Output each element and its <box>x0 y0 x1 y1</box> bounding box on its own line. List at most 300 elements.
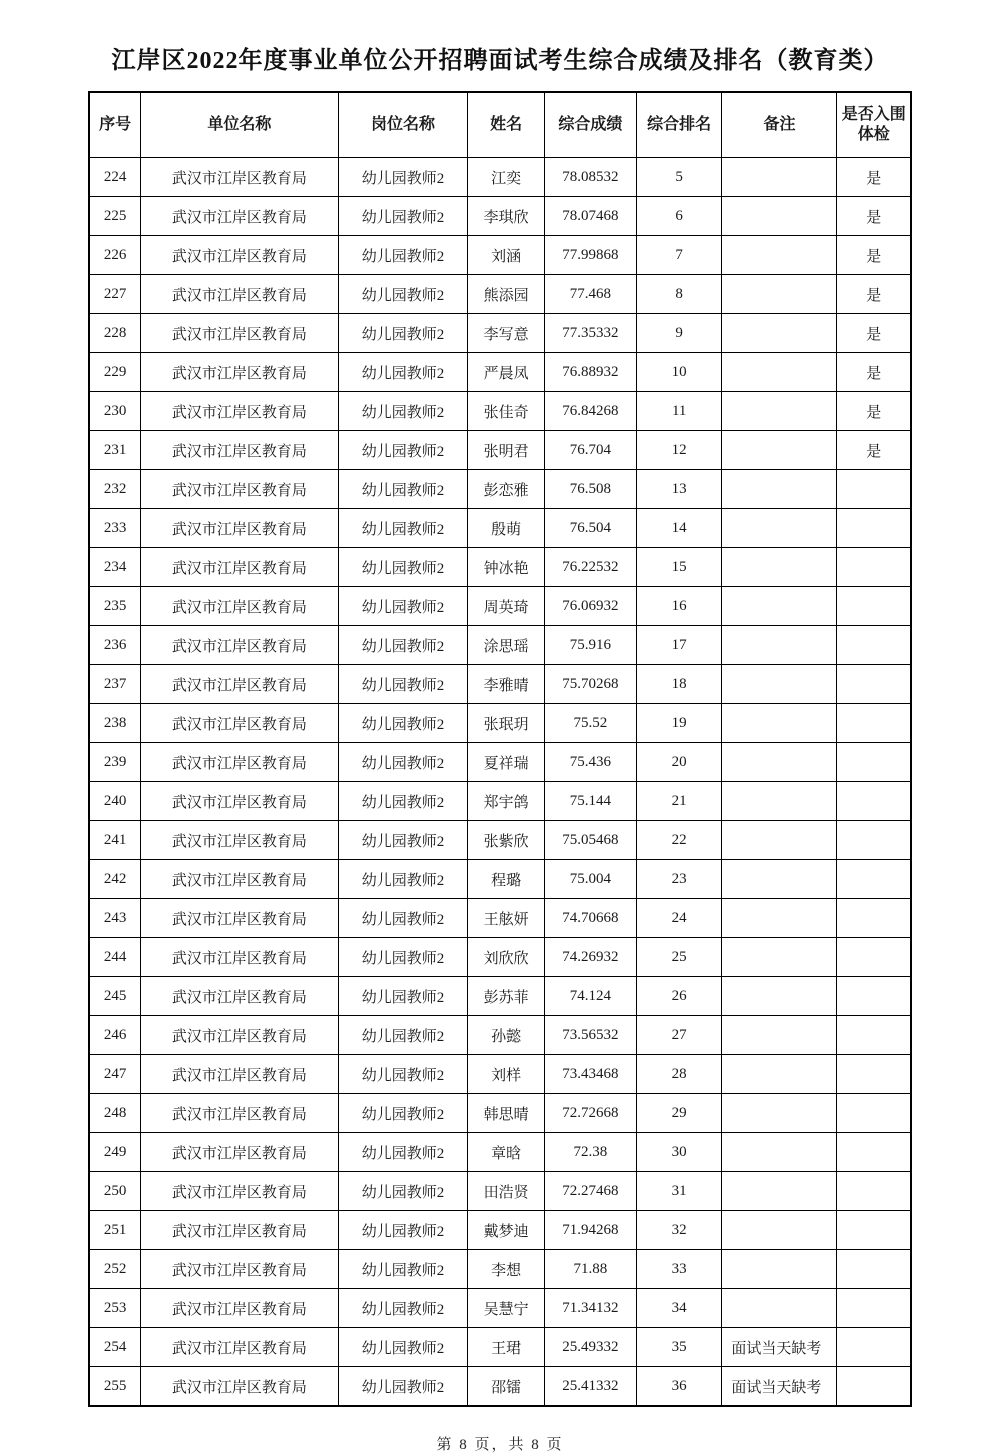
cell-rank: 7 <box>636 236 721 275</box>
cell-remark <box>722 1289 837 1328</box>
table-row <box>89 977 911 1016</box>
cell-remark <box>722 938 837 977</box>
cell-shortlisted <box>837 587 911 626</box>
cell-shortlisted <box>837 782 911 821</box>
cell-position: 幼儿园教师2 <box>338 1172 468 1211</box>
cell-rank: 18 <box>636 665 721 704</box>
cell-rank: 24 <box>636 899 721 938</box>
cell-rank: 5 <box>636 158 721 197</box>
cell-score: 76.06932 <box>544 587 636 626</box>
cell-no: 245 <box>89 977 141 1016</box>
table-row <box>89 158 911 197</box>
cell-name: 邵镭 <box>468 1367 544 1407</box>
cell-no: 255 <box>89 1367 141 1407</box>
table-row <box>89 314 911 353</box>
cell-position: 幼儿园教师2 <box>338 236 468 275</box>
cell-remark <box>722 548 837 587</box>
cell-unit: 武汉市江岸区教育局 <box>141 782 338 821</box>
cell-no: 235 <box>89 587 141 626</box>
cell-position: 幼儿园教师2 <box>338 353 468 392</box>
cell-shortlisted <box>837 1133 911 1172</box>
cell-score: 78.08532 <box>544 158 636 197</box>
cell-unit: 武汉市江岸区教育局 <box>141 1016 338 1055</box>
cell-score: 71.94268 <box>544 1211 636 1250</box>
cell-score: 75.05468 <box>544 821 636 860</box>
cell-rank: 30 <box>636 1133 721 1172</box>
cell-no: 242 <box>89 860 141 899</box>
cell-no: 248 <box>89 1094 141 1133</box>
cell-score: 74.70668 <box>544 899 636 938</box>
table-row <box>89 899 911 938</box>
cell-rank: 22 <box>636 821 721 860</box>
cell-rank: 16 <box>636 587 721 626</box>
cell-score: 25.41332 <box>544 1367 636 1407</box>
cell-position: 幼儿园教师2 <box>338 431 468 470</box>
table-body <box>89 158 911 1407</box>
cell-unit: 武汉市江岸区教育局 <box>141 743 338 782</box>
cell-unit: 武汉市江岸区教育局 <box>141 587 338 626</box>
cell-score: 72.27468 <box>544 1172 636 1211</box>
cell-score: 75.144 <box>544 782 636 821</box>
cell-position: 幼儿园教师2 <box>338 1328 468 1367</box>
cell-unit: 武汉市江岸区教育局 <box>141 431 338 470</box>
table-row <box>89 665 911 704</box>
table-row <box>89 704 911 743</box>
cell-no: 233 <box>89 509 141 548</box>
header-row <box>89 92 911 158</box>
table-row <box>89 1367 911 1407</box>
cell-position: 幼儿园教师2 <box>338 275 468 314</box>
table-row <box>89 782 911 821</box>
cell-unit: 武汉市江岸区教育局 <box>141 977 338 1016</box>
header-no: 序号 <box>89 92 141 158</box>
cell-remark <box>722 977 837 1016</box>
cell-shortlisted <box>837 860 911 899</box>
cell-remark <box>722 782 837 821</box>
cell-no: 241 <box>89 821 141 860</box>
cell-rank: 32 <box>636 1211 721 1250</box>
table-row <box>89 509 911 548</box>
table-row <box>89 353 911 392</box>
cell-score: 75.004 <box>544 860 636 899</box>
cell-rank: 36 <box>636 1367 721 1407</box>
cell-score: 75.70268 <box>544 665 636 704</box>
cell-name: 江奕 <box>468 158 544 197</box>
score-table <box>88 91 912 1407</box>
cell-remark <box>722 1055 837 1094</box>
table-row <box>89 1055 911 1094</box>
cell-remark <box>722 860 837 899</box>
cell-unit: 武汉市江岸区教育局 <box>141 275 338 314</box>
table-row <box>89 1172 911 1211</box>
cell-unit: 武汉市江岸区教育局 <box>141 1133 338 1172</box>
cell-rank: 34 <box>636 1289 721 1328</box>
cell-remark <box>722 1250 837 1289</box>
cell-position: 幼儿园教师2 <box>338 587 468 626</box>
cell-score: 75.916 <box>544 626 636 665</box>
cell-no: 243 <box>89 899 141 938</box>
cell-rank: 14 <box>636 509 721 548</box>
cell-score: 73.43468 <box>544 1055 636 1094</box>
cell-score: 76.22532 <box>544 548 636 587</box>
cell-name: 孙懿 <box>468 1016 544 1055</box>
cell-score: 78.07468 <box>544 197 636 236</box>
cell-score: 75.52 <box>544 704 636 743</box>
cell-rank: 29 <box>636 1094 721 1133</box>
table-row <box>89 236 911 275</box>
cell-position: 幼儿园教师2 <box>338 392 468 431</box>
cell-unit: 武汉市江岸区教育局 <box>141 1367 338 1407</box>
cell-shortlisted <box>837 1289 911 1328</box>
cell-rank: 9 <box>636 314 721 353</box>
cell-score: 77.99868 <box>544 236 636 275</box>
cell-unit: 武汉市江岸区教育局 <box>141 197 338 236</box>
header-score: 综合成绩 <box>544 92 636 158</box>
cell-shortlisted <box>837 548 911 587</box>
cell-no: 250 <box>89 1172 141 1211</box>
cell-remark: 面试当天缺考 <box>722 1328 837 1367</box>
cell-shortlisted <box>837 1367 911 1407</box>
cell-shortlisted <box>837 1094 911 1133</box>
cell-no: 246 <box>89 1016 141 1055</box>
cell-score: 76.704 <box>544 431 636 470</box>
cell-name: 李琪欣 <box>468 197 544 236</box>
cell-no: 237 <box>89 665 141 704</box>
cell-no: 244 <box>89 938 141 977</box>
cell-score: 76.508 <box>544 470 636 509</box>
cell-shortlisted: 是 <box>837 431 911 470</box>
cell-position: 幼儿园教师2 <box>338 665 468 704</box>
cell-no: 247 <box>89 1055 141 1094</box>
cell-unit: 武汉市江岸区教育局 <box>141 860 338 899</box>
cell-no: 226 <box>89 236 141 275</box>
cell-rank: 13 <box>636 470 721 509</box>
cell-position: 幼儿园教师2 <box>338 1016 468 1055</box>
table-row <box>89 1094 911 1133</box>
cell-no: 239 <box>89 743 141 782</box>
header-name: 姓名 <box>468 92 544 158</box>
cell-rank: 10 <box>636 353 721 392</box>
header-position: 岗位名称 <box>338 92 468 158</box>
table-row <box>89 1211 911 1250</box>
cell-unit: 武汉市江岸区教育局 <box>141 1328 338 1367</box>
cell-no: 252 <box>89 1250 141 1289</box>
table-row <box>89 1289 911 1328</box>
cell-shortlisted: 是 <box>837 236 911 275</box>
cell-name: 王珺 <box>468 1328 544 1367</box>
cell-remark <box>722 1016 837 1055</box>
cell-remark: 面试当天缺考 <box>722 1367 837 1407</box>
cell-position: 幼儿园教师2 <box>338 860 468 899</box>
cell-shortlisted: 是 <box>837 158 911 197</box>
cell-remark <box>722 821 837 860</box>
cell-name: 刘涵 <box>468 236 544 275</box>
table-row <box>89 1250 911 1289</box>
cell-score: 77.35332 <box>544 314 636 353</box>
table-row <box>89 743 911 782</box>
cell-score: 77.468 <box>544 275 636 314</box>
cell-name: 郑宇鸽 <box>468 782 544 821</box>
table-row <box>89 587 911 626</box>
cell-shortlisted: 是 <box>837 314 911 353</box>
table-row <box>89 431 911 470</box>
cell-position: 幼儿园教师2 <box>338 704 468 743</box>
cell-remark <box>722 1133 837 1172</box>
table-header <box>89 92 911 158</box>
cell-no: 227 <box>89 275 141 314</box>
cell-unit: 武汉市江岸区教育局 <box>141 158 338 197</box>
cell-no: 234 <box>89 548 141 587</box>
cell-name: 刘欣欣 <box>468 938 544 977</box>
cell-shortlisted <box>837 1328 911 1367</box>
cell-name: 周英琦 <box>468 587 544 626</box>
cell-position: 幼儿园教师2 <box>338 314 468 353</box>
cell-name: 章晗 <box>468 1133 544 1172</box>
table-row <box>89 860 911 899</box>
cell-name: 刘样 <box>468 1055 544 1094</box>
cell-position: 幼儿园教师2 <box>338 1289 468 1328</box>
cell-rank: 8 <box>636 275 721 314</box>
cell-score: 74.124 <box>544 977 636 1016</box>
cell-unit: 武汉市江岸区教育局 <box>141 665 338 704</box>
cell-position: 幼儿园教师2 <box>338 1367 468 1407</box>
cell-no: 230 <box>89 392 141 431</box>
cell-name: 田浩贤 <box>468 1172 544 1211</box>
cell-score: 71.88 <box>544 1250 636 1289</box>
cell-unit: 武汉市江岸区教育局 <box>141 1289 338 1328</box>
cell-rank: 35 <box>636 1328 721 1367</box>
cell-shortlisted <box>837 1016 911 1055</box>
cell-shortlisted: 是 <box>837 353 911 392</box>
cell-remark <box>722 1211 837 1250</box>
table-row <box>89 821 911 860</box>
cell-shortlisted: 是 <box>837 275 911 314</box>
cell-no: 225 <box>89 197 141 236</box>
cell-score: 74.26932 <box>544 938 636 977</box>
cell-remark <box>722 314 837 353</box>
cell-score: 25.49332 <box>544 1328 636 1367</box>
cell-rank: 28 <box>636 1055 721 1094</box>
cell-no: 228 <box>89 314 141 353</box>
cell-name: 殷萌 <box>468 509 544 548</box>
cell-no: 253 <box>89 1289 141 1328</box>
cell-name: 韩思晴 <box>468 1094 544 1133</box>
cell-rank: 12 <box>636 431 721 470</box>
cell-name: 李雅晴 <box>468 665 544 704</box>
cell-rank: 21 <box>636 782 721 821</box>
cell-score: 76.504 <box>544 509 636 548</box>
header-rank: 综合排名 <box>636 92 721 158</box>
cell-position: 幼儿园教师2 <box>338 1094 468 1133</box>
cell-no: 254 <box>89 1328 141 1367</box>
cell-score: 72.38 <box>544 1133 636 1172</box>
cell-unit: 武汉市江岸区教育局 <box>141 626 338 665</box>
table-row <box>89 470 911 509</box>
cell-unit: 武汉市江岸区教育局 <box>141 548 338 587</box>
cell-name: 夏祥瑞 <box>468 743 544 782</box>
table-row <box>89 275 911 314</box>
cell-rank: 19 <box>636 704 721 743</box>
cell-unit: 武汉市江岸区教育局 <box>141 938 338 977</box>
cell-score: 75.436 <box>544 743 636 782</box>
cell-position: 幼儿园教师2 <box>338 1133 468 1172</box>
cell-rank: 20 <box>636 743 721 782</box>
header-shortlisted: 是否入围体检 <box>837 92 911 158</box>
cell-shortlisted <box>837 938 911 977</box>
cell-score: 76.88932 <box>544 353 636 392</box>
cell-remark <box>722 158 837 197</box>
cell-position: 幼儿园教师2 <box>338 1211 468 1250</box>
cell-shortlisted <box>837 1172 911 1211</box>
cell-no: 238 <box>89 704 141 743</box>
cell-shortlisted <box>837 977 911 1016</box>
cell-shortlisted <box>837 1250 911 1289</box>
cell-no: 249 <box>89 1133 141 1172</box>
cell-remark <box>722 587 837 626</box>
page-title: 江岸区2022年度事业单位公开招聘面试考生综合成绩及排名（教育类） <box>111 48 889 74</box>
cell-unit: 武汉市江岸区教育局 <box>141 314 338 353</box>
cell-position: 幼儿园教师2 <box>338 626 468 665</box>
cell-shortlisted <box>837 704 911 743</box>
cell-remark <box>722 704 837 743</box>
cell-unit: 武汉市江岸区教育局 <box>141 392 338 431</box>
cell-unit: 武汉市江岸区教育局 <box>141 1250 338 1289</box>
cell-position: 幼儿园教师2 <box>338 821 468 860</box>
cell-unit: 武汉市江岸区教育局 <box>141 899 338 938</box>
cell-shortlisted <box>837 470 911 509</box>
cell-rank: 33 <box>636 1250 721 1289</box>
cell-name: 程璐 <box>468 860 544 899</box>
cell-remark <box>722 431 837 470</box>
cell-name: 熊添园 <box>468 275 544 314</box>
cell-remark <box>722 665 837 704</box>
cell-unit: 武汉市江岸区教育局 <box>141 1172 338 1211</box>
cell-score: 73.56532 <box>544 1016 636 1055</box>
cell-name: 涂思瑶 <box>468 626 544 665</box>
cell-rank: 31 <box>636 1172 721 1211</box>
cell-position: 幼儿园教师2 <box>338 197 468 236</box>
table-row <box>89 626 911 665</box>
cell-remark <box>722 236 837 275</box>
cell-rank: 23 <box>636 860 721 899</box>
cell-remark <box>722 353 837 392</box>
cell-position: 幼儿园教师2 <box>338 1250 468 1289</box>
cell-no: 231 <box>89 431 141 470</box>
table-row <box>89 1133 911 1172</box>
table-row <box>89 1328 911 1367</box>
table-row <box>89 197 911 236</box>
cell-name: 张明君 <box>468 431 544 470</box>
cell-remark <box>722 1172 837 1211</box>
cell-shortlisted <box>837 509 911 548</box>
cell-position: 幼儿园教师2 <box>338 899 468 938</box>
cell-remark <box>722 470 837 509</box>
cell-shortlisted <box>837 743 911 782</box>
cell-rank: 25 <box>636 938 721 977</box>
cell-rank: 11 <box>636 392 721 431</box>
cell-shortlisted <box>837 626 911 665</box>
header-unit: 单位名称 <box>141 92 338 158</box>
cell-name: 李想 <box>468 1250 544 1289</box>
cell-position: 幼儿园教师2 <box>338 548 468 587</box>
cell-remark <box>722 1094 837 1133</box>
cell-shortlisted <box>837 1211 911 1250</box>
cell-score: 72.72668 <box>544 1094 636 1133</box>
cell-name: 李写意 <box>468 314 544 353</box>
cell-unit: 武汉市江岸区教育局 <box>141 1055 338 1094</box>
cell-position: 幼儿园教师2 <box>338 782 468 821</box>
cell-shortlisted <box>837 1055 911 1094</box>
cell-name: 张珉玥 <box>468 704 544 743</box>
cell-position: 幼儿园教师2 <box>338 977 468 1016</box>
cell-name: 张佳奇 <box>468 392 544 431</box>
cell-position: 幼儿园教师2 <box>338 938 468 977</box>
cell-unit: 武汉市江岸区教育局 <box>141 704 338 743</box>
cell-no: 229 <box>89 353 141 392</box>
cell-unit: 武汉市江岸区教育局 <box>141 236 338 275</box>
cell-no: 224 <box>89 158 141 197</box>
cell-remark <box>722 275 837 314</box>
cell-rank: 17 <box>636 626 721 665</box>
cell-shortlisted: 是 <box>837 197 911 236</box>
cell-name: 吴慧宁 <box>468 1289 544 1328</box>
cell-position: 幼儿园教师2 <box>338 470 468 509</box>
cell-shortlisted <box>837 899 911 938</box>
cell-shortlisted <box>837 821 911 860</box>
cell-position: 幼儿园教师2 <box>338 509 468 548</box>
cell-no: 236 <box>89 626 141 665</box>
cell-remark <box>722 509 837 548</box>
table-row <box>89 1016 911 1055</box>
cell-rank: 15 <box>636 548 721 587</box>
cell-unit: 武汉市江岸区教育局 <box>141 470 338 509</box>
cell-name: 彭恋雅 <box>468 470 544 509</box>
cell-name: 张紫欣 <box>468 821 544 860</box>
cell-remark <box>722 392 837 431</box>
cell-position: 幼儿园教师2 <box>338 1055 468 1094</box>
cell-remark <box>722 197 837 236</box>
cell-unit: 武汉市江岸区教育局 <box>141 821 338 860</box>
cell-name: 戴梦迪 <box>468 1211 544 1250</box>
cell-unit: 武汉市江岸区教育局 <box>141 353 338 392</box>
cell-no: 232 <box>89 470 141 509</box>
cell-score: 76.84268 <box>544 392 636 431</box>
cell-rank: 27 <box>636 1016 721 1055</box>
cell-unit: 武汉市江岸区教育局 <box>141 1211 338 1250</box>
cell-no: 240 <box>89 782 141 821</box>
table-row <box>89 548 911 587</box>
cell-score: 71.34132 <box>544 1289 636 1328</box>
cell-shortlisted <box>837 665 911 704</box>
cell-remark <box>722 743 837 782</box>
cell-remark <box>722 899 837 938</box>
cell-no: 251 <box>89 1211 141 1250</box>
cell-position: 幼儿园教师2 <box>338 158 468 197</box>
header-remark: 备注 <box>722 92 837 158</box>
cell-rank: 26 <box>636 977 721 1016</box>
cell-position: 幼儿园教师2 <box>338 743 468 782</box>
cell-name: 彭苏菲 <box>468 977 544 1016</box>
cell-remark <box>722 626 837 665</box>
cell-unit: 武汉市江岸区教育局 <box>141 1094 338 1133</box>
page-number: 第 8 页，共 8 页 <box>436 1437 564 1453</box>
table-row <box>89 392 911 431</box>
cell-rank: 6 <box>636 197 721 236</box>
cell-name: 钟冰艳 <box>468 548 544 587</box>
cell-unit: 武汉市江岸区教育局 <box>141 509 338 548</box>
cell-name: 王舷妍 <box>468 899 544 938</box>
table-row <box>89 938 911 977</box>
